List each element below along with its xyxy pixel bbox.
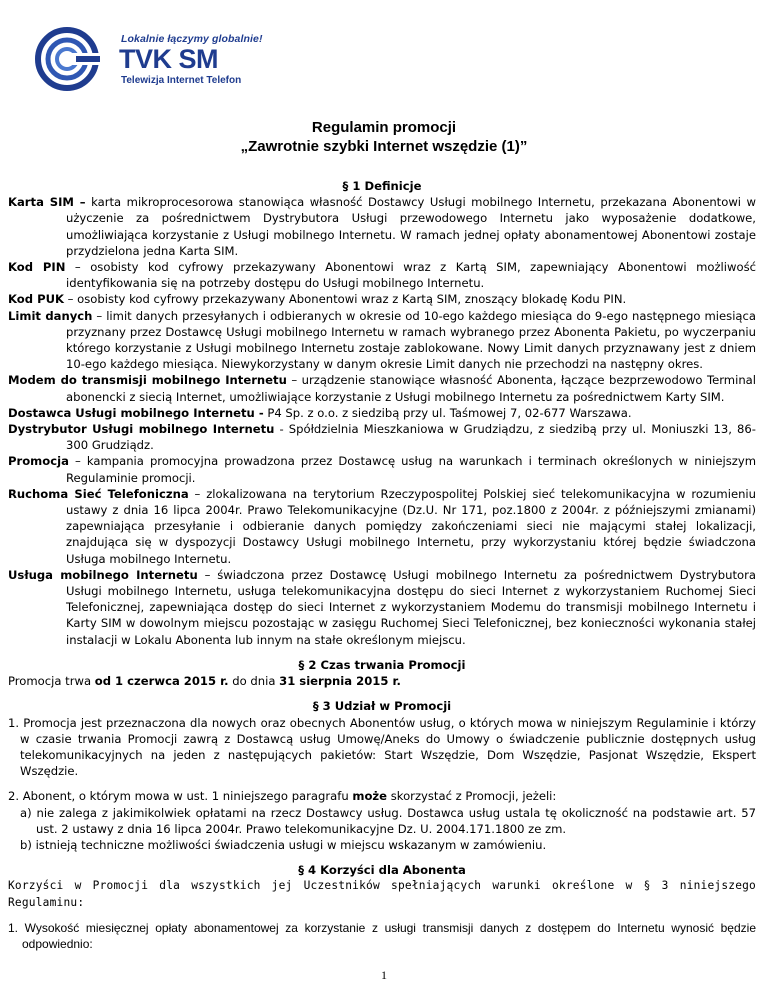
definition-item: [8, 421, 756, 453]
s4-intro: Korzyści w Promocji dla wszystkich jej Uczestników spełniających warunki określone w § 3 niniejszego Regulaminu:: [8, 879, 756, 909]
s3-point-2: [8, 788, 756, 804]
definition-term: Ruchoma Sieć Telefoniczna: [8, 486, 189, 501]
definition-text: P4 Sp. z o.o. z siedzibą przy ul. Taśmowej 7, 02-677 Warszawa.: [263, 405, 632, 420]
definition-item: [8, 486, 756, 567]
definition-item: [8, 194, 756, 259]
definition-text: – osobisty kod cyfrowy przekazywany Abonentowi wraz z Kartą SIM, zapewniający Abonentowi możliwość identyfikowania się na potrzeby dostępu do Usługi mobilnego Internetu.: [65, 260, 756, 291]
document-subtitle: „Zawrotnie szybki Internet wszędzie (1)”: [240, 138, 528, 155]
definition-term: Limit danych: [8, 308, 93, 323]
s3-subpoint-a: a) nie zalega z jakimikolwiek opłatami na rzecz Dostawcy usług. Dostawca usług ustala tę okoliczność na podstawie art. 57 ust. 2 ustawy z dnia 16 lipca 2004r. Prawo telekomunikacyjne Dz. U. 2004.171.1800 ze zm.: [20, 805, 756, 836]
definition-term: Modem do transmisji mobilnego Internetu: [8, 373, 287, 388]
company-logo: [34, 26, 264, 92]
definition-term: Kod PUK: [8, 292, 64, 307]
s3-point-2-bold: może: [352, 789, 388, 804]
definitions-list: [8, 194, 756, 648]
section-1-heading: § 1 Definicje: [342, 179, 422, 193]
definition-text: – kampania promocyjna prowadzona przez Dostawcę usług na warunkach i terminach określonych w niniejszym Regulaminie promocji.: [66, 454, 756, 485]
definition-term: Dystrybutor Usługi mobilnego Internetu: [8, 422, 275, 437]
definition-term: Usługa mobilnego Internetu: [8, 567, 198, 582]
tvk-logo-icon: [34, 26, 100, 92]
definition-text: - Spółdzielnia Mieszkaniowa w Grudziądzu, z siedzibą przy ul. Moniuszki 13, 86-300 Grudziądz.: [66, 422, 756, 453]
period-mid: do dnia: [228, 674, 280, 689]
definition-item: [8, 291, 756, 307]
definition-item: [8, 259, 756, 291]
period-end: 31 sierpnia 2015 r.: [279, 674, 401, 689]
section-3-heading: § 3 Udział w Promocji: [312, 699, 452, 714]
s4-point-1: 1. Wysokość miesięcznej opłaty abonamentowej za korzystanie z usługi transmisji danych z dostępem do Internetu wynosić będzie odpowiednio:: [8, 920, 756, 951]
definition-text: karta mikroprocesorowa stanowiąca własność Dostawcy Usługi mobilnego Internetu, przekazana Abonentowi w użyczenie za pośrednictwem Dystrybutora Usługi przewodowego Internetu jako wyposażenie dodatkowe, umożliwiająca korzystanie z Usługi mobilnego Internetu. W ramach jednej opłaty abonamentowej Abonentowi zostaje przydzielona jedna Karta SIM.: [66, 195, 757, 258]
definition-term: Dostawca Usługi mobilnego Internetu -: [8, 405, 264, 420]
section-2-heading: § 2 Czas trwania Promocji: [298, 657, 466, 672]
promotion-period: [8, 673, 756, 689]
definition-item: [8, 567, 756, 648]
definition-text: – limit danych przesyłanych i odbieranych w okresie od 10-ego każdego miesiąca do 9-ego następnego miesiąca przyznany przez Dostawcę Usługi mobilnego Internetu w ramach wybranego przez Abonenta Pakietu, po wyczerpaniu którego korzystanie z Usługi mobilnego Internetu zostaje zablokowane. Nowy Limit danych przyznawany jest z dniem 10-ego każdego miesiąca. Niewykorzystany w danym okresie Limit danych nie przechodzi na następny okres.: [66, 308, 757, 372]
definition-text: – osobisty kod cyfrowy przekazywany Abonentowi wraz z Kartą SIM, znoszący blokadę Kodu PIN.: [63, 292, 627, 307]
section-4-heading: § 4 Korzyści dla Abonenta: [298, 863, 466, 878]
logo-slogan: Lokalnie łączymy globalnie!: [121, 33, 263, 45]
document-title: Regulamin promocji: [311, 119, 457, 136]
definition-item: [8, 453, 756, 485]
document-body: [8, 178, 756, 952]
definition-item: [8, 372, 756, 404]
s3-point-2-pre: 2. Abonent, o którym mowa w ust. 1 niniejszego paragrafu: [8, 789, 353, 804]
definition-text: – zlokalizowana na terytorium Rzeczypospolitej Polskiej sieć telekomunikacyjna w rozumieniu ustawy z dnia 16 lipca 2004r. Prawo Telekomunikacyjne (Dz.U. Nr 171, poz.1800 z 2004r. z późniejszymi zmianami) zapewniająca przesyłanie i odbieranie danych pomiędzy zakończeniami sieci nie mającymi stałej lokalizacji, znajdująca się w dyspozycji Dostawcy Usługi mobilnego Internetu, przy wykorzystaniu której będzie świadczona Usługa mobilnego Internetu.: [66, 486, 756, 566]
s3-subpoint-b: b) istnieją techniczne możliwości świadczenia usługi w miejscu wskazanym w zamówieniu.: [20, 837, 547, 852]
definition-item: [8, 308, 756, 373]
page-number: 1: [381, 968, 387, 982]
s3-point-1: 1. Promocja jest przeznaczona dla nowych oraz obecnych Abonentów usług, o których mowa w niniejszym Regulaminie i którzy w czasie trwania Promocji zawrą z Dostawcą usług Umowę/Aneks do Umowy o świadczenie publicznie dostępnych usług telekomunikacyjnych na jeden z następujących pakietów: Start Wszędzie, Dom Wszędzie, Pasjonat Wszędzie, Ekspert Wszędzie.: [8, 715, 756, 779]
definition-text: – świadczona przez Dostawcę Usługi mobilnego Internetu za pośrednictwem Dystrybutora Usługi mobilnego Internetu, usługa telekomunikacyjna dostępu do sieci Internet z wykorzystaniem Ruchomej Sieci Telefonicznej, zapewniająca dostęp do sieci Internet z wykorzystaniem Modemu do transmisji mobilnego Internetu i Karty SIM w dowolnym miejscu pozostając w zasięgu Ruchomej Sieci Telefonicznej, bez konieczności wykonania stałej instalacji w Lokalu Abonenta lub innym na stałe określonym miejscu.: [66, 567, 757, 647]
definition-item: [8, 405, 756, 421]
definition-term: Promocja: [8, 454, 69, 469]
logo-tagline: Telewizja Internet Telefon: [121, 75, 242, 86]
definition-term: Karta SIM –: [8, 195, 86, 210]
logo-brand: TVK SM: [119, 44, 219, 74]
s3-point-2-post: skorzystać z Promocji, jeżeli:: [387, 789, 557, 804]
period-start: od 1 czerwca 2015 r.: [94, 674, 229, 689]
definition-text: – urządzenie stanowiące własność Abonenta, łączące bezprzewodowo Terminal abonencki z siecią Internet, umożliwiające korzystanie z Usługi mobilnego Internetu za pośrednictwem Karty SIM.: [66, 373, 756, 404]
period-prefix: Promocja trwa: [8, 674, 95, 689]
definition-term: Kod PIN: [8, 260, 66, 275]
